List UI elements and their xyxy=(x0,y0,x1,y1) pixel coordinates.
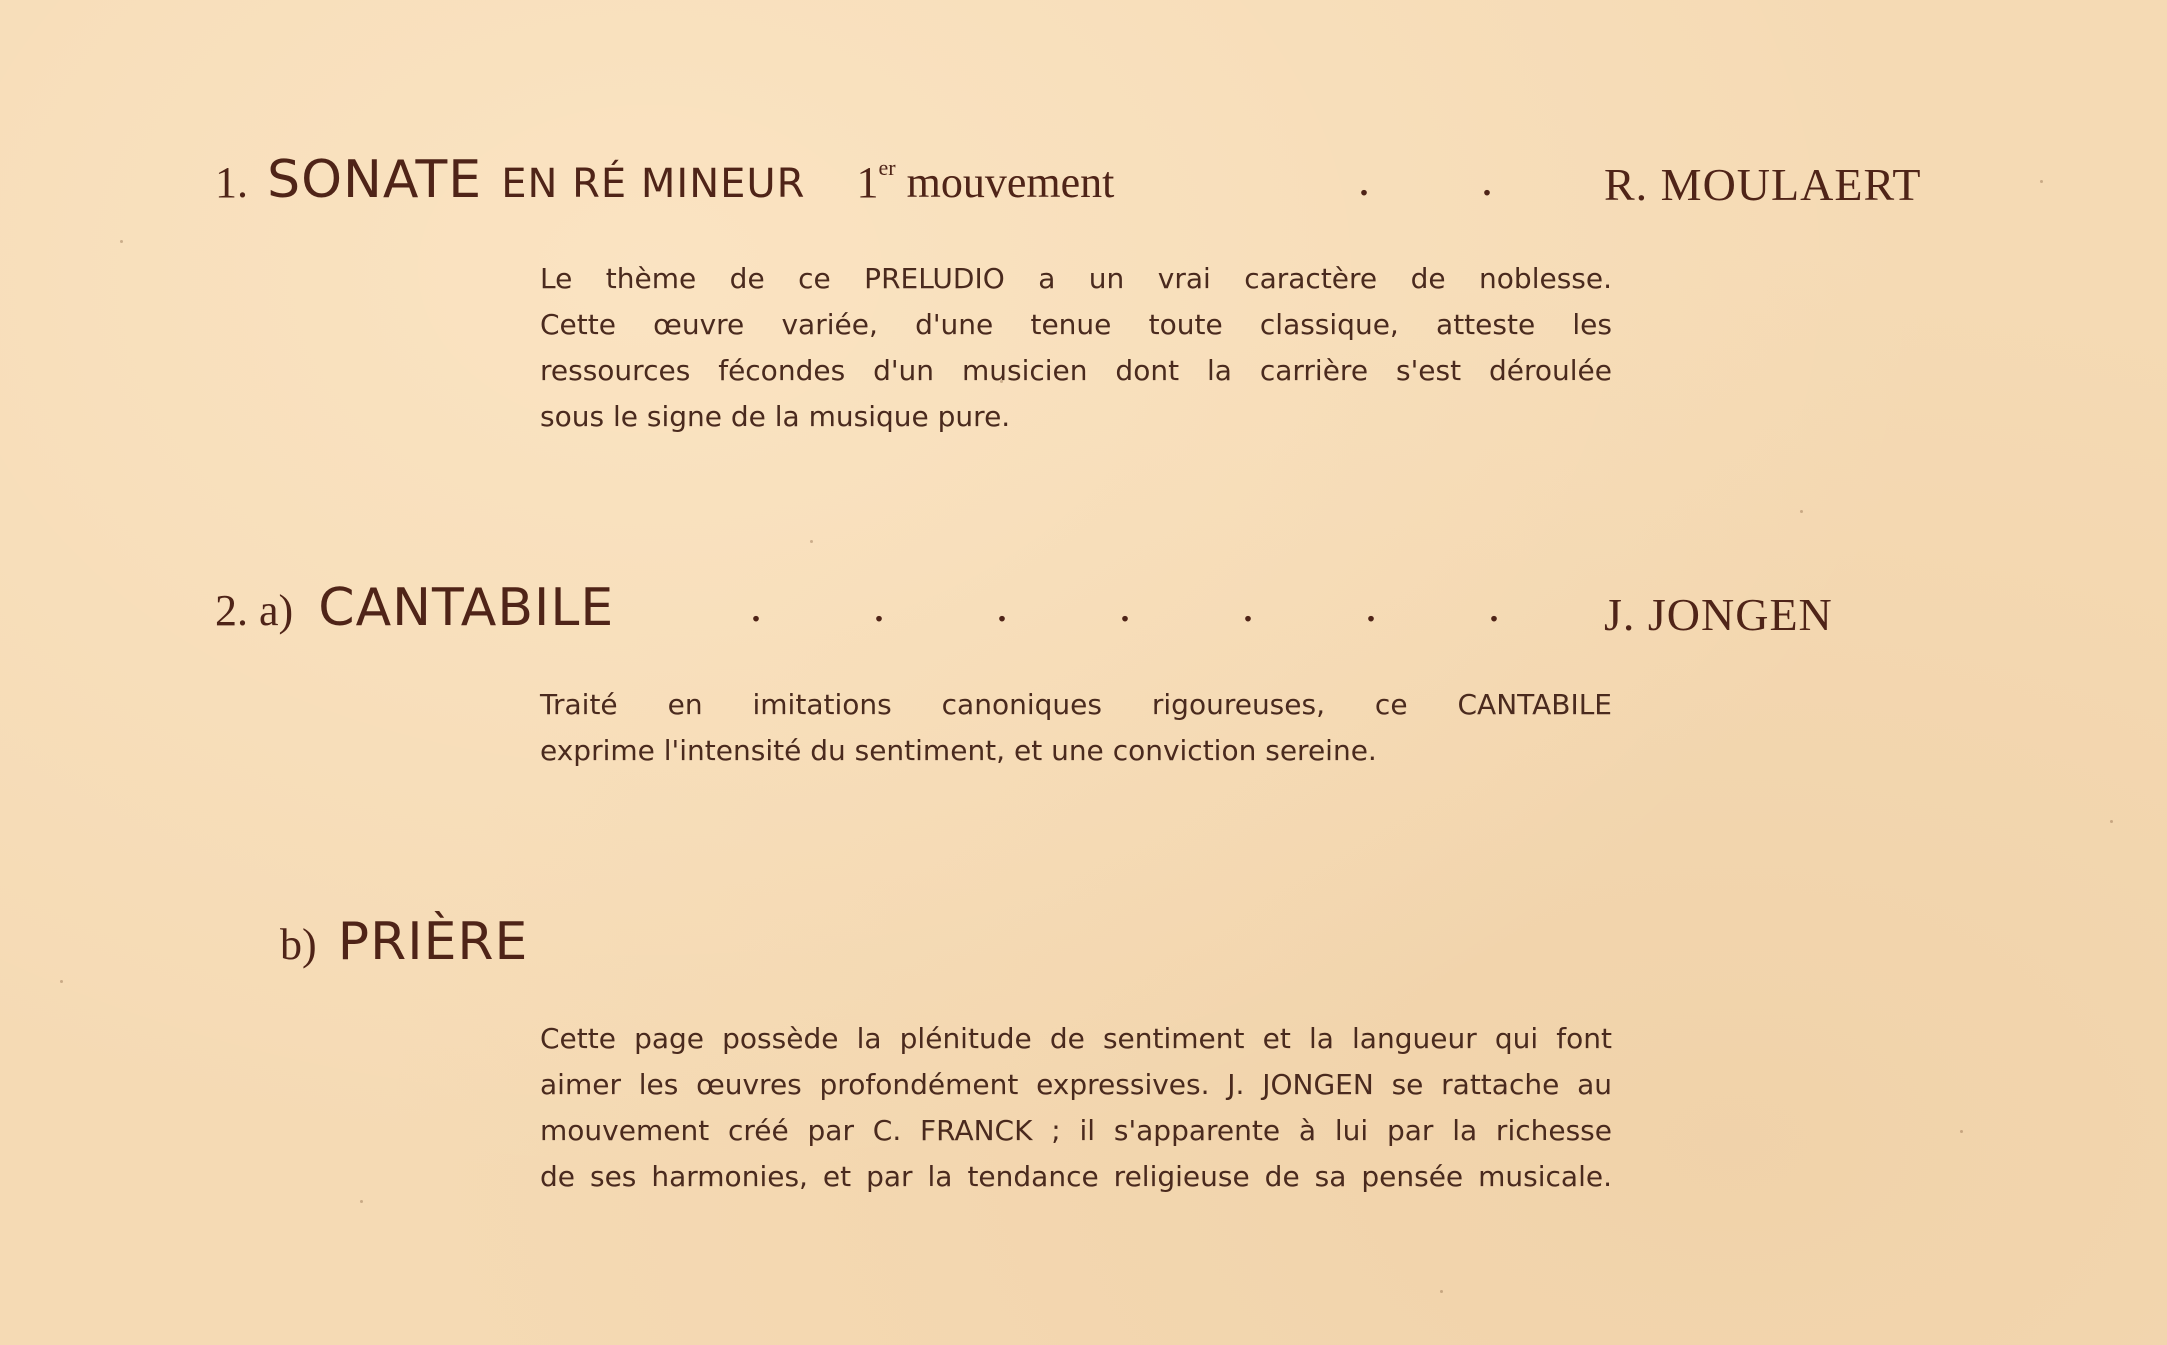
leader-dot: . xyxy=(1119,579,1131,632)
movement-ordinal: er xyxy=(878,155,896,180)
leader-dot: . xyxy=(873,579,885,632)
description-line: Cette page possède la plénitude de sentiment et la langueur qui font xyxy=(540,1022,1612,1055)
leader-dot: . xyxy=(1488,579,1500,632)
item-2a-description xyxy=(540,682,1612,774)
item-1-composer: R. MOULAERT xyxy=(1604,159,1922,210)
leader-dot: . xyxy=(1242,579,1254,632)
movement-word: mouvement xyxy=(906,158,1115,207)
item-1-subtitle: EN RÉ MINEUR xyxy=(501,161,806,207)
item-1-movement xyxy=(856,155,1115,207)
item-2b-heading xyxy=(280,912,528,972)
leader-dot: . xyxy=(750,579,762,632)
item-2a-composer: J. JONGEN xyxy=(1604,589,1833,640)
leader-dot: . xyxy=(1481,153,1493,206)
paper-speck xyxy=(2110,820,2113,823)
item-2b-number: b) xyxy=(280,920,317,969)
paper-speck xyxy=(1440,1290,1443,1293)
item-1-heading xyxy=(215,150,1114,210)
item-2b-title: PRIÈRE xyxy=(337,912,529,972)
description-line: Cette œuvre variée, d'une tenue toute classique, atteste les xyxy=(540,308,1612,341)
paper-speck xyxy=(1960,1130,1963,1133)
description-line: de ses harmonies, et par la tendance religieuse de sa pensée musicale. xyxy=(540,1160,1612,1193)
paper-speck xyxy=(60,980,63,983)
paper-speck xyxy=(810,540,813,543)
paper-speck xyxy=(1800,510,1803,513)
item-1-number: 1. xyxy=(215,158,248,207)
description-line: Traité en imitations canoniques rigoureuses, ce CANTABILE xyxy=(540,688,1612,721)
leader-dot: . xyxy=(1365,579,1377,632)
description-line: aimer les œuvres profondément expressives. J. JONGEN se rattache au xyxy=(540,1068,1612,1101)
description-line: exprime l'intensité du sentiment, et une conviction sereine. xyxy=(540,734,1377,767)
item-1-description xyxy=(540,256,1612,440)
movement-number: 1 xyxy=(856,158,879,207)
leader-dot: . xyxy=(996,579,1008,632)
item-1-title: SONATE xyxy=(267,150,483,210)
item-2a-number: 2. a) xyxy=(215,586,294,635)
description-line: Le thème de ce PRELUDIO a un vrai caractère de noblesse. xyxy=(540,262,1612,295)
paper-speck xyxy=(120,240,123,243)
paper-speck xyxy=(2040,180,2043,183)
description-line: ressources fécondes d'un musicien dont la carrière s'est déroulée xyxy=(540,354,1612,387)
item-2a-title: CANTABILE xyxy=(318,578,615,638)
paper-speck xyxy=(360,1200,363,1203)
item-2b-description xyxy=(540,1016,1612,1200)
description-line: mouvement créé par C. FRANCK ; il s'apparente à lui par la richesse xyxy=(540,1114,1612,1147)
description-line: sous le signe de la musique pure. xyxy=(540,400,1011,433)
item-2a-heading xyxy=(215,578,614,638)
leader-dot: . xyxy=(1358,153,1370,206)
